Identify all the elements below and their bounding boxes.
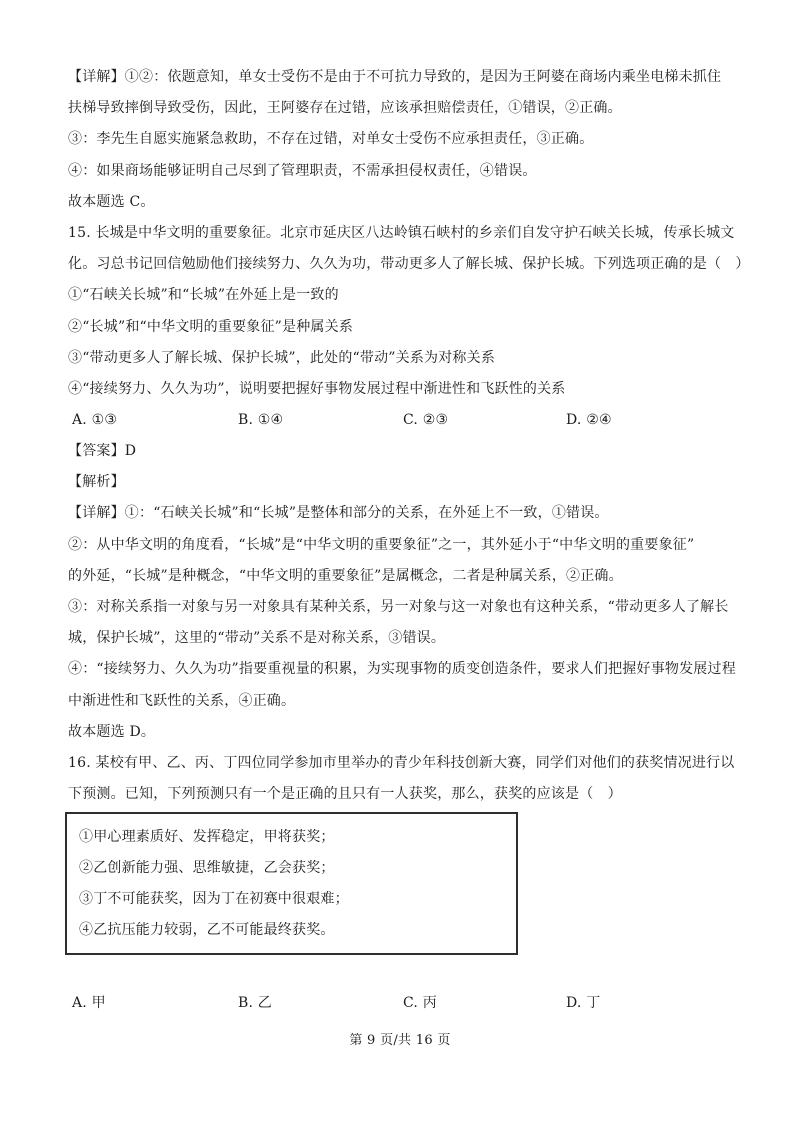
q15-stem-line: 15. 长城是中华文明的重要象征。北京市延庆区八达岭镇石峡村的乡亲们自发守护石峡关长城，传承长城文 bbox=[68, 224, 735, 241]
q15-explanation-line: 中渐进性和飞跃性的关系，④正确。 bbox=[68, 692, 296, 709]
q15-option-d: D. ②④ bbox=[566, 412, 612, 428]
q15-conclusion: 故本题选 D。 bbox=[68, 723, 156, 740]
q15-explanation-line: 的外延，“长城”是种概念，“中华文明的重要象征”是属概念，二者是种属关系，②正确。 bbox=[68, 567, 623, 584]
q15-option-a: A. ①③ bbox=[72, 412, 118, 428]
q15-choice-line: ③“带动更多人了解长城、保护长城”，此处的“带动”关系为对称关系 bbox=[68, 349, 496, 366]
q14-explanation-line: ④：如果商场能够证明自己尽到了管理职责，不需承担侵权责任，④错误。 bbox=[68, 162, 537, 179]
q16-stem-line: 16. 某校有甲、乙、丙、丁四位同学参加市里举办的青少年科技创新大赛，同学们对他们的获奖情况进行以 bbox=[68, 754, 735, 771]
q15-explanation-line: ④：“接续努力、久久为功”指要重视量的积累，为实现事物的质变创造条件，要求人们把握好事物发展过程 bbox=[68, 661, 736, 678]
page-number-indicator: 第 9 页/共 16 页 bbox=[349, 1033, 451, 1048]
q16-option-b: B. 乙 bbox=[238, 995, 272, 1011]
q15-stem-line: 化。习总书记回信勉励他们接续努力、久久为功，带动更多人了解长城、保护长城。下列选项正确的是（ ） bbox=[68, 256, 750, 273]
q16-option-d: D. 丁 bbox=[566, 995, 601, 1011]
q15-choice-line: ④“接续努力、久久为功”，说明要把握好事物发展过程中渐进性和飞跃性的关系 bbox=[68, 380, 566, 397]
q15-option-c: C. ②③ bbox=[403, 412, 449, 428]
q16-prediction-line: ③丁不可能获奖，因为丁在初赛中很艰难； bbox=[79, 891, 349, 907]
q16-prediction-box bbox=[65, 812, 518, 955]
q16-stem-line: 下预测。已知，下列预测只有一个是正确的且只有一人获奖，那么，获奖的应该是（ ） bbox=[68, 786, 622, 803]
q15-explanation-line: ②：从中华文明的角度看，“长城”是“中华文明的重要象征”之一，其外延小于“中华文明的重要象征” bbox=[68, 536, 695, 553]
q16-option-c: C. 丙 bbox=[403, 995, 437, 1011]
q15-explanation-line: 【详解】①：“石峡关长城”和“长城”是整体和部分的关系，在外延上不一致，①错误。 bbox=[68, 505, 609, 522]
q15-answer-label: 【答案】D bbox=[68, 443, 137, 459]
q15-choice-line: ②“长城”和“中华文明的重要象征”是种属关系 bbox=[68, 318, 354, 335]
q16-option-a: A. 甲 bbox=[72, 995, 106, 1011]
q15-explanation-line: ③：对称关系指一对象与另一对象具有某种关系，另一对象与这一对象也有这种关系，“带动更多人了解长 bbox=[68, 598, 729, 615]
q14-explanation-line: 扶梯导致摔倒导致受伤，因此，王阿婆存在过错，应该承担赔偿责任，①错误，②正确。 bbox=[68, 100, 622, 117]
q16-prediction-line: ④乙抗压能力较弱，乙不可能最终获奖。 bbox=[79, 922, 335, 938]
lower-text-block bbox=[68, 436, 768, 810]
q14-conclusion: 故本题选 C。 bbox=[68, 193, 155, 210]
q16-options-row bbox=[68, 988, 768, 1019]
q15-analysis-label: 【解析】 bbox=[68, 474, 125, 491]
q15-option-b: B. ①④ bbox=[238, 412, 284, 428]
q16-prediction-line: ①甲心理素质好、发挥稳定，甲将获奖； bbox=[79, 829, 335, 845]
q15-choice-line: ①“石峡关长城”和“长城”在外延上是一致的 bbox=[68, 287, 339, 304]
upper-text-block bbox=[68, 62, 768, 405]
q14-explanation-line: 【详解】①②：依题意知，单女士受伤不是由于不可抗力导致的，是因为王阿婆在商场内乘坐电梯未抓住 bbox=[68, 69, 722, 85]
q16-prediction-line: ②乙创新能力强、思维敏捷，乙会获奖； bbox=[79, 860, 335, 876]
q15-options-row bbox=[68, 405, 768, 436]
q15-explanation-line: 城，保护长城”，这里的“带动”关系不是对称关系，③错误。 bbox=[68, 630, 446, 647]
q14-explanation-line: ③：李先生自愿实施紧急救助，不存在过错，对单女士受伤不应承担责任，③正确。 bbox=[68, 131, 594, 148]
